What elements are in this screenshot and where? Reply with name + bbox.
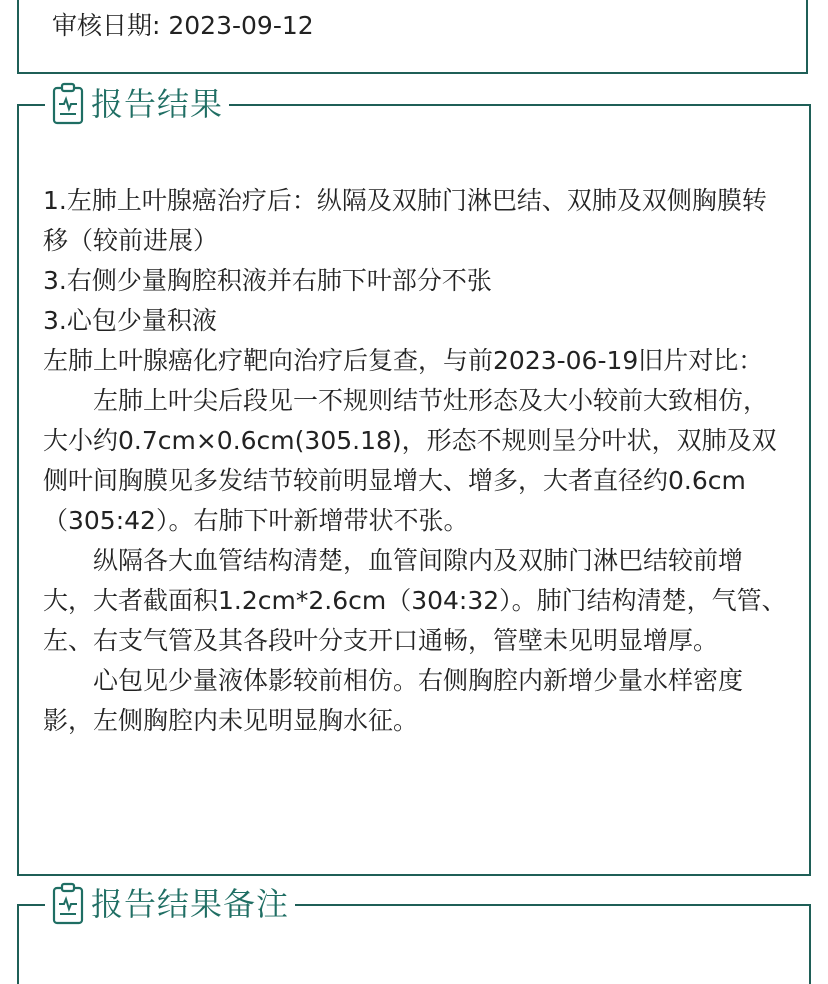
clipboard-icon (51, 82, 85, 126)
result-paragraph: 3.心包少量积液 (43, 306, 217, 335)
clipboard-icon (51, 882, 85, 926)
result-paragraph: 左肺上叶尖后段见一不规则结节灶形态及大小较前大致相仿，大小约0.7cm×0.6cm(305.18)，形态不规则呈分叶状，双肺及双侧叶间胸膜见多发结节较前明显增大、增多，大者直径约0.6cm（305:42）。右肺下叶新增带状不张。 (43, 386, 777, 535)
report-remarks-section (17, 885, 811, 984)
audit-date: 审核日期: 2023-09-12 (52, 11, 314, 40)
report-remarks-header (45, 878, 295, 930)
result-paragraph: 纵隔各大血管结构清楚，血管间隙内及双肺门淋巴结较前增大，大者截面积1.2cm*2.6cm（304:32）。肺门结构清楚，气管、左、右支气管及其各段叶分支开口通畅，管壁未见明显增厚。 (43, 546, 787, 655)
result-paragraph: 3.右侧少量胸腔积液并右肺下叶部分不张 (43, 266, 492, 295)
result-paragraph: 1.左肺上叶腺癌治疗后：纵隔及双肺门淋巴结、双肺及双侧胸膜转移（较前进展） (43, 186, 767, 255)
section-title: 报告结果备注 (91, 885, 290, 923)
report-results-body (43, 181, 787, 741)
report-results-header (45, 78, 229, 130)
result-paragraph: 心包见少量液体影较前相仿。右侧胸腔内新增少量水样密度影，左侧胸腔内未见明显胸水征。 (43, 666, 744, 735)
section-title: 报告结果 (91, 85, 224, 123)
report-results-section (17, 85, 811, 876)
result-paragraph: 左肺上叶腺癌化疗靶向治疗后复查，与前2023-06-19旧片对比： (43, 346, 764, 375)
